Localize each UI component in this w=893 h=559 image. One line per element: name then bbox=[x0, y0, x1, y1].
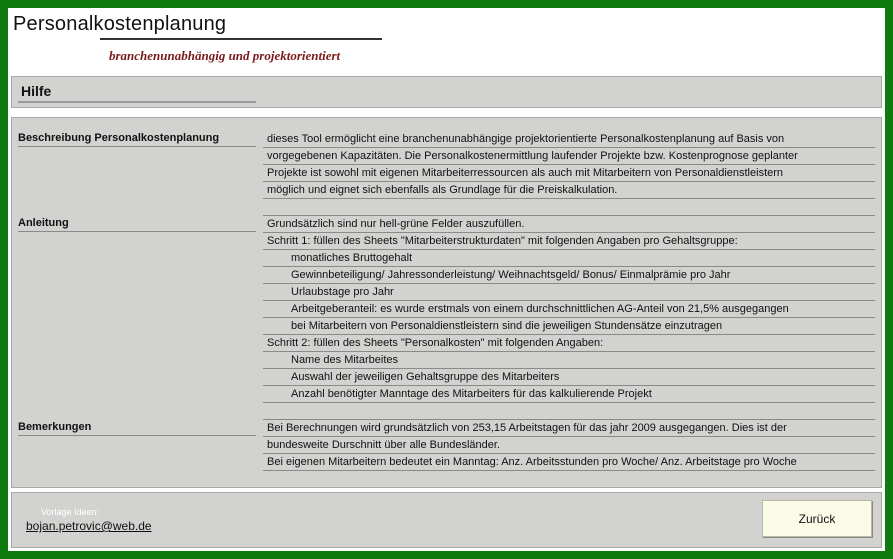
section-label-bemerkungen: Bemerkungen bbox=[18, 421, 256, 436]
text-line: Schritt 2: füllen des Sheets "Personalkosten" mit folgenden Angaben: bbox=[263, 335, 875, 352]
page-subtitle: branchenunabhängig und projektorientiert bbox=[109, 48, 341, 63]
text-line: Bei Berechnungen wird grundsätzlich von 253,15 Arbeitstagen für das jahr 2009 ausgegangen. Dies ist der bbox=[263, 420, 875, 437]
text-line: Bei eigenen Mitarbeitern bedeutet ein Manntag: Anz. Arbeitsstunden pro Woche/ Anz. Arbeitstage pro Woche bbox=[263, 454, 875, 471]
help-content-panel bbox=[11, 117, 882, 488]
text-line: Projekte ist sowohl mit eigenen Mitarbeiterressourcen als auch mit Mitarbeitern von Personaldienstleistern bbox=[263, 165, 875, 182]
title-underline bbox=[100, 38, 382, 40]
section-label-anleitung: Anleitung bbox=[18, 217, 256, 232]
text-line: bundesweite Durschnitt über alle Bundesländer. bbox=[263, 437, 875, 454]
text-line: Urlaubstage pro Jahr bbox=[263, 284, 875, 301]
text-line bbox=[263, 403, 875, 420]
text-line: vorgegebenen Kapazitäten. Die Personalkostenermittlung laufender Projekte bzw. Kostenprognose geplanter bbox=[263, 148, 875, 165]
text-line: Schritt 1: füllen des Sheets "Mitarbeiterstrukturdaten" mit folgenden Angaben pro Gehaltsgruppe: bbox=[263, 233, 875, 250]
help-title: Hilfe bbox=[21, 83, 52, 99]
text-line: dieses Tool ermöglicht eine branchenunabhängige projektorientierte Personalkostenplanung auf Basis von bbox=[263, 131, 875, 148]
text-line: monatliches Bruttogehalt bbox=[263, 250, 875, 267]
author-email-link[interactable]: bojan.petrovic@web.de bbox=[26, 519, 152, 533]
back-button[interactable]: Zurück bbox=[762, 500, 872, 537]
text-line bbox=[263, 199, 875, 216]
section-lines-beschreibung bbox=[263, 131, 875, 216]
text-line: Arbeitgeberanteil: es wurde erstmals von einem durchschnittlichen AG-Anteil von 21,5% ausgegangen bbox=[263, 301, 875, 318]
text-line: Grundsätzlich sind nur hell-grüne Felder auszufüllen. bbox=[263, 216, 875, 233]
text-line: Gewinnbeteiligung/ Jahressonderleistung/ Weihnachtsgeld/ Bonus/ Einmalprämie pro Jahr bbox=[263, 267, 875, 284]
help-header-bar bbox=[11, 76, 882, 108]
section-lines-bemerkungen bbox=[263, 420, 875, 471]
section-label-beschreibung: Beschreibung Personalkostenplanung bbox=[18, 132, 256, 147]
sheet-frame bbox=[8, 8, 885, 551]
text-line: Anzahl benötigter Manntage des Mitarbeiters für das kalkulierende Projekt bbox=[263, 386, 875, 403]
page-title: Personalkostenplanung bbox=[13, 13, 227, 35]
footer-panel bbox=[11, 492, 882, 548]
vorlage-label: Vorlage Ideen: bbox=[41, 507, 100, 517]
section-lines-anleitung bbox=[263, 216, 875, 420]
text-line: möglich und eignet sich ebenfalls als Grundlage für die Preiskalkulation. bbox=[263, 182, 875, 199]
text-line: Auswahl der jeweiligen Gehaltsgruppe des Mitarbeiters bbox=[263, 369, 875, 386]
text-line: bei Mitarbeitern von Personaldienstleistern sind die jeweiligen Stundensätze einzutragen bbox=[263, 318, 875, 335]
help-title-underline bbox=[18, 101, 256, 103]
text-line: Name des Mitarbeites bbox=[263, 352, 875, 369]
